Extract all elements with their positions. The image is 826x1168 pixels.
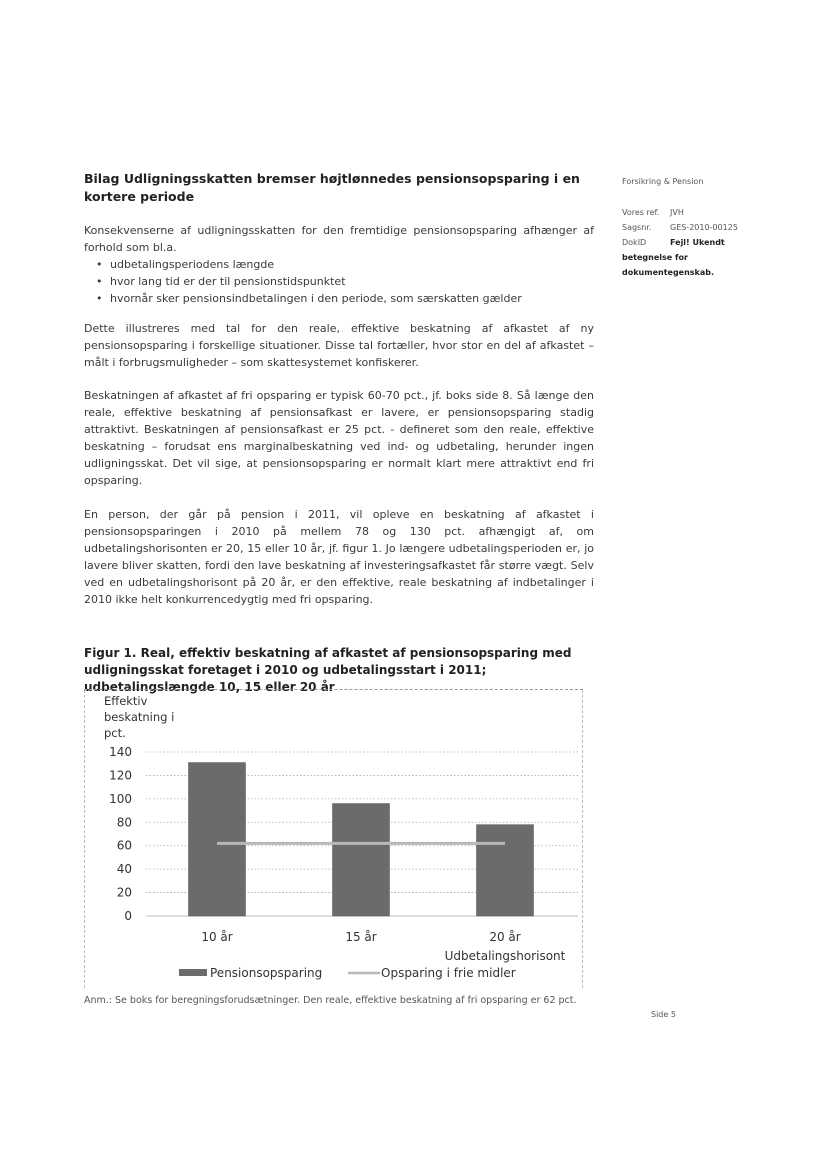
sidebar-meta — [622, 205, 738, 280]
bar-pensionsopsparing — [333, 804, 390, 916]
x-category-label: 15 år — [345, 930, 377, 944]
ylabel-line: Effektiv — [104, 694, 148, 708]
bar-pensionsopsparing — [189, 763, 246, 916]
bar-chart — [84, 689, 583, 987]
y-tick-label: 100 — [109, 791, 132, 806]
dokid-value-2: betegnelse for — [622, 253, 688, 262]
x-axis-title: Udbetalingshorisont — [444, 949, 566, 963]
figure-note: Anm.: Se boks for beregningsforudsætninger. Den reale, effektive beskatning af fri opsparing er 62 pct. — [84, 995, 577, 1006]
dokid-value-3: dokumentegenskab. — [622, 268, 715, 277]
y-tick-label: 60 — [116, 838, 132, 853]
bullet-item: • hvornår sker pensionsindbetalingen i den periode, som særskatten gælder — [96, 290, 594, 307]
legend-swatch-pensionsopsparing — [179, 969, 207, 976]
y-tick-label: 80 — [116, 815, 132, 830]
y-tick-label: 140 — [109, 745, 132, 759]
bar-pensionsopsparing — [477, 825, 534, 916]
dokid-label: DokID — [622, 238, 647, 247]
heading-line-1: Bilag Udligningsskatten bremser højtlønnedes pensionsopsparing i en — [84, 171, 580, 186]
heading-line-2: kortere periode — [84, 189, 195, 204]
legend-label-frie-midler: Opsparing i frie midler — [381, 966, 516, 980]
page-number: Side 5 — [651, 1010, 676, 1019]
figure-title: Figur 1. Real, effektiv beskatning af afkastet af pensionsopsparing med udligningsskat foretaget i 2010 og udbetalingsstart i 2011; udbetalingslængde 10, 15 eller 20 år — [84, 646, 572, 694]
paragraph-intro — [84, 222, 594, 307]
sagsnr-label: Sagsnr. — [622, 223, 652, 232]
page-heading — [84, 170, 594, 206]
ylabel-line: beskatning i — [104, 710, 175, 724]
meta-row-ref — [622, 205, 738, 220]
meta-row-dokid — [622, 235, 738, 250]
meta-row-sagsnr — [622, 220, 738, 235]
paragraph-2: Dette illustreres med tal for den reale, effektive beskatning af afkastet af ny pensionsopsparing i forskellige situationer. Disse tal fortæller, hvor stor en del af afkastet – målt i forbrugsmuligheder – som skattesystemet konfiskerer. — [84, 322, 594, 369]
bullet-item: • hvor lang tid er der til pensionstidspunktet — [96, 273, 594, 290]
legend-label-pensionsopsparing: Pensionsopsparing — [210, 966, 323, 980]
y-tick-label: 120 — [109, 768, 132, 783]
sidebar-org: Forsikring & Pension — [622, 177, 704, 186]
paragraph-4: En person, der går på pension i 2011, vil opleve en beskatning af afkastet i pensionsopsparingen i 2010 på mellem 78 og 130 pct. afhængigt af, om udbetalingshorisonten er 20, 15 eller 10 år, jf. figur 1. Jo længere udbetalingsperioden er, jo lavere bliver skatten, fordi den lave beskatning af investeringsafkastet får større vægt. Selv ved en udbetalingshorisont på 20 år, er den effektive, reale beskatning af indbetalinger i 2010 ikke helt konkurrencedygtig med fri opsparing. — [84, 508, 594, 606]
vores-ref-label: Vores ref. — [622, 208, 660, 217]
paragraph-1: Konsekvenserne af udligningsskatten for den fremtidige pensionsopsparing afhænger af forhold som bl.a. — [84, 224, 594, 254]
bullet-list — [84, 256, 594, 307]
x-category-label: 10 år — [201, 930, 233, 944]
dokid-value-1: Fejl! Ukendt — [670, 238, 725, 247]
paragraph-3: Beskatningen af afkastet af fri opsparing er typisk 60-70 pct., jf. boks side 8. Så længe den reale, effektive beskatning af pensionsafkast er lavere, er pensionsopsparing stadig attraktivt. Beskatningen af pensionsafkast er 25 pct. - defineret som den reale, effektive beskatning – forudsat ens marginalbeskatning ved ind- og udbetaling, herunder ingen udligningsskat. Det vil sige, at pensionsopsparing er normalt klart mere attraktivt end fri opsparing. — [84, 389, 594, 487]
vores-ref-value: JVH — [670, 208, 684, 217]
y-tick-label: 20 — [116, 885, 132, 900]
sagsnr-value: GES-2010-00125 — [670, 223, 738, 232]
y-tick-label: 0 — [124, 909, 132, 923]
y-tick-label: 40 — [116, 862, 132, 877]
bullet-item: • udbetalingsperiodens længde — [96, 256, 594, 273]
ylabel-line: pct. — [104, 726, 126, 740]
x-category-label: 20 år — [489, 930, 521, 944]
